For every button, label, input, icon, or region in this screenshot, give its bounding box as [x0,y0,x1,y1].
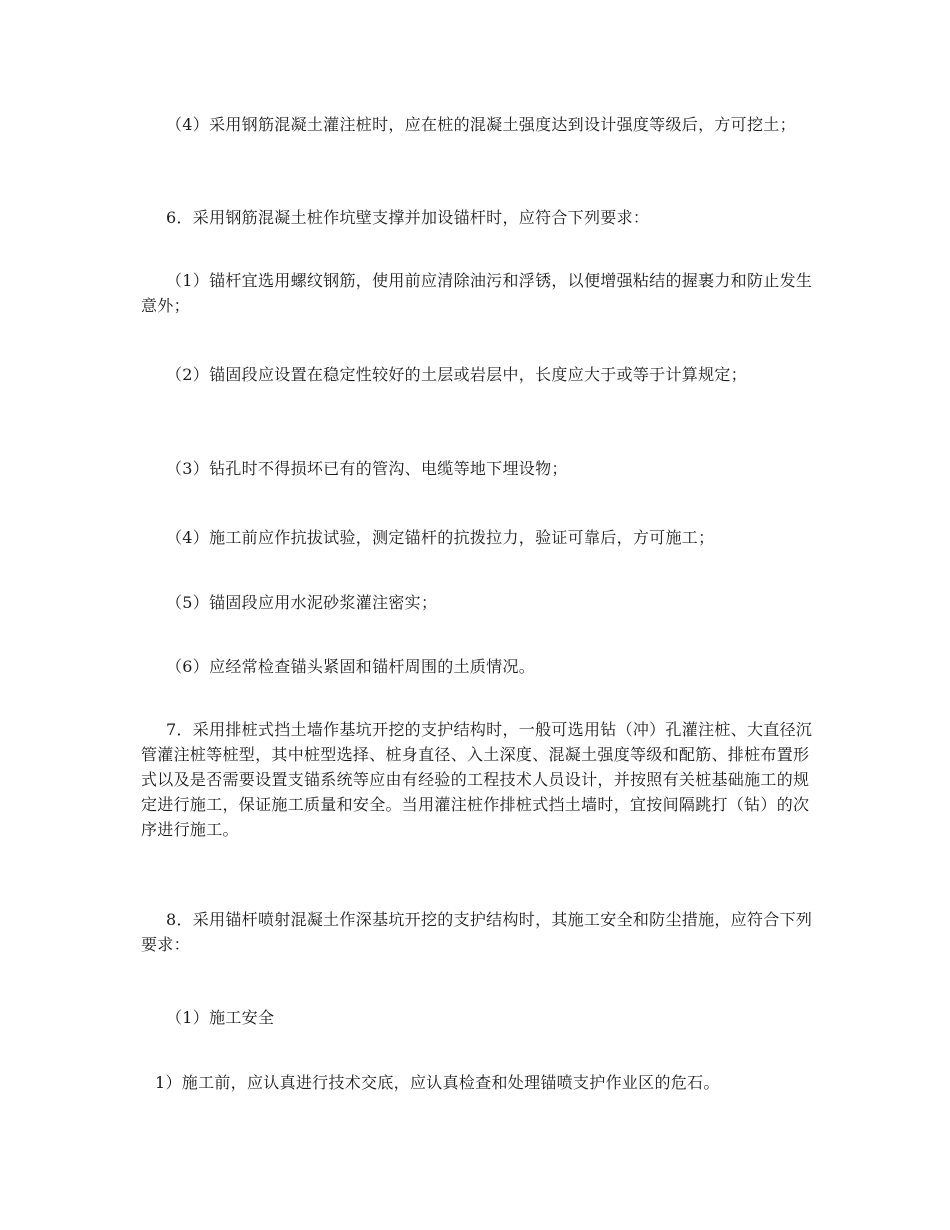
subheading-construction-safety: （1）施工安全 [166,1008,275,1027]
paragraph-5-grouting: （5）锚固段应用水泥砂浆灌注密实； [166,593,438,612]
paragraph-1-anchor-rebar: （1）锚杆宜选用螺纹钢筋，使用前应清除油污和浮锈，以便增强粘结的握裹力和防止发生意外； [141,271,813,315]
paragraph-4-concrete-pile: （4）采用钢筋混凝土灌注桩时，应在桩的混凝土强度达到设计强度等级后，方可挖土； [166,115,796,134]
paragraph-6-anchor-requirements: 6．采用钢筋混凝土桩作坑壁支撑并加设锚杆时，应符合下列要求： [166,208,650,227]
paragraph-3-drilling: （3）钻孔时不得损坏已有的管沟、电缆等地下埋设物； [166,459,568,478]
paragraph-7-pile-wall: 7．采用排桩式挡土墙作基坑开挖的支护结构时，一般可选用钻（冲）孔灌注桩、大直径沉管灌注桩等桩型，其中桩型选择、桩身直径、入土深度、混凝土强度等级和配筋、排桩布置形式以及是否需要设置支锚系统等应由有经验的工程技术人员设计，并按照有关桩基础施工的规定进行施工，保证施工质量和安全。当用灌注桩作排桩式挡土墙时，宜按间隔跳打（钻）的次序进行施工。 [141,720,813,839]
paragraph-4-pull-test: （4）施工前应作抗拔试验，测定锚杆的抗拨拉力，验证可靠后，方可施工； [166,528,715,547]
paragraph-6-inspection: （6）应经常检查锚头紧固和锚杆周围的土质情况。 [166,657,536,676]
paragraph-2-anchor-segment: （2）锚固段应设置在稳定性较好的土层或岩层中，长度应大于或等于计算规定； [166,365,747,384]
paragraph-8-shotcrete: 8．采用锚杆喷射混凝土作深基坑开挖的支护结构时，其施工安全和防尘措施，应符合下列要求： [141,910,813,954]
paragraph-1-pre-construction: 1）施工前，应认真进行技术交底，应认真检查和处理锚喷支护作业区的危石。 [155,1073,720,1092]
